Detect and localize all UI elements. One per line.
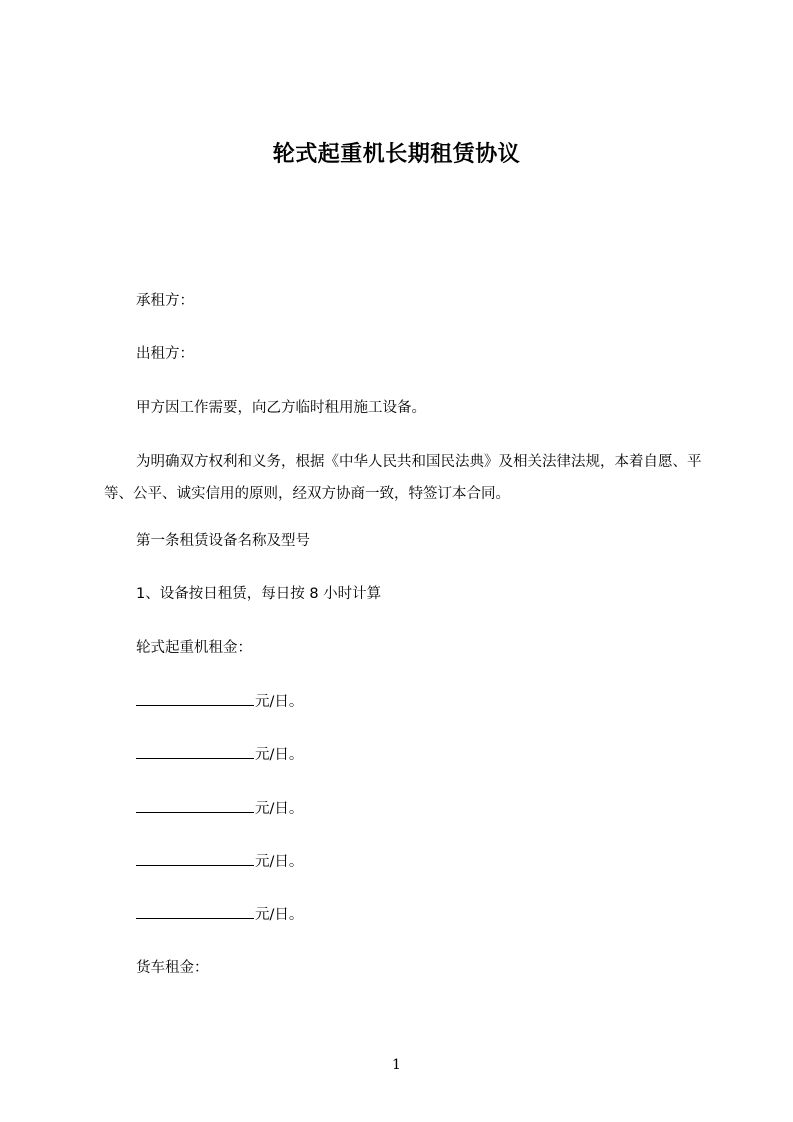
lessee-label: 承租方：: [136, 293, 194, 309]
rate-blank: [136, 691, 254, 706]
rate-blank: [136, 798, 254, 813]
page-number: 1: [392, 1057, 401, 1073]
rate-blank: [136, 851, 254, 866]
intro-paragraph: 甲方因工作需要，向乙方临时租用施工设备。: [136, 400, 426, 416]
rate-unit: 元/日。: [255, 801, 304, 817]
rate-unit: 元/日。: [255, 907, 304, 923]
purpose-paragraph: 为明确双方权利和义务，根据《中华人民共和国民法典》及相关法律法规，本着自愿、平等、公平、诚实信用的原则，经双方协商一致，特签订本合同。: [104, 454, 702, 502]
truck-rent-label: 货车租金：: [136, 960, 209, 976]
rate-line: [136, 691, 303, 712]
article1-heading: 第一条租赁设备名称及型号: [136, 533, 310, 549]
document-title: 轮式起重机长期租赁协议: [272, 142, 521, 167]
clause1: 1、设备按日租赁，每日按 8 小时计算: [136, 586, 382, 602]
crane-rent-label: 轮式起重机租金：: [136, 640, 252, 656]
rate-unit: 元/日。: [255, 694, 304, 710]
rate-unit: 元/日。: [255, 747, 304, 763]
rate-line: [136, 904, 303, 925]
rate-unit: 元/日。: [255, 854, 304, 870]
lessor-label: 出租方：: [136, 346, 194, 362]
rate-blank: [136, 744, 254, 759]
rate-line: [136, 851, 303, 872]
rate-line: [136, 798, 303, 819]
rate-line: [136, 744, 303, 765]
rate-blank: [136, 904, 254, 919]
